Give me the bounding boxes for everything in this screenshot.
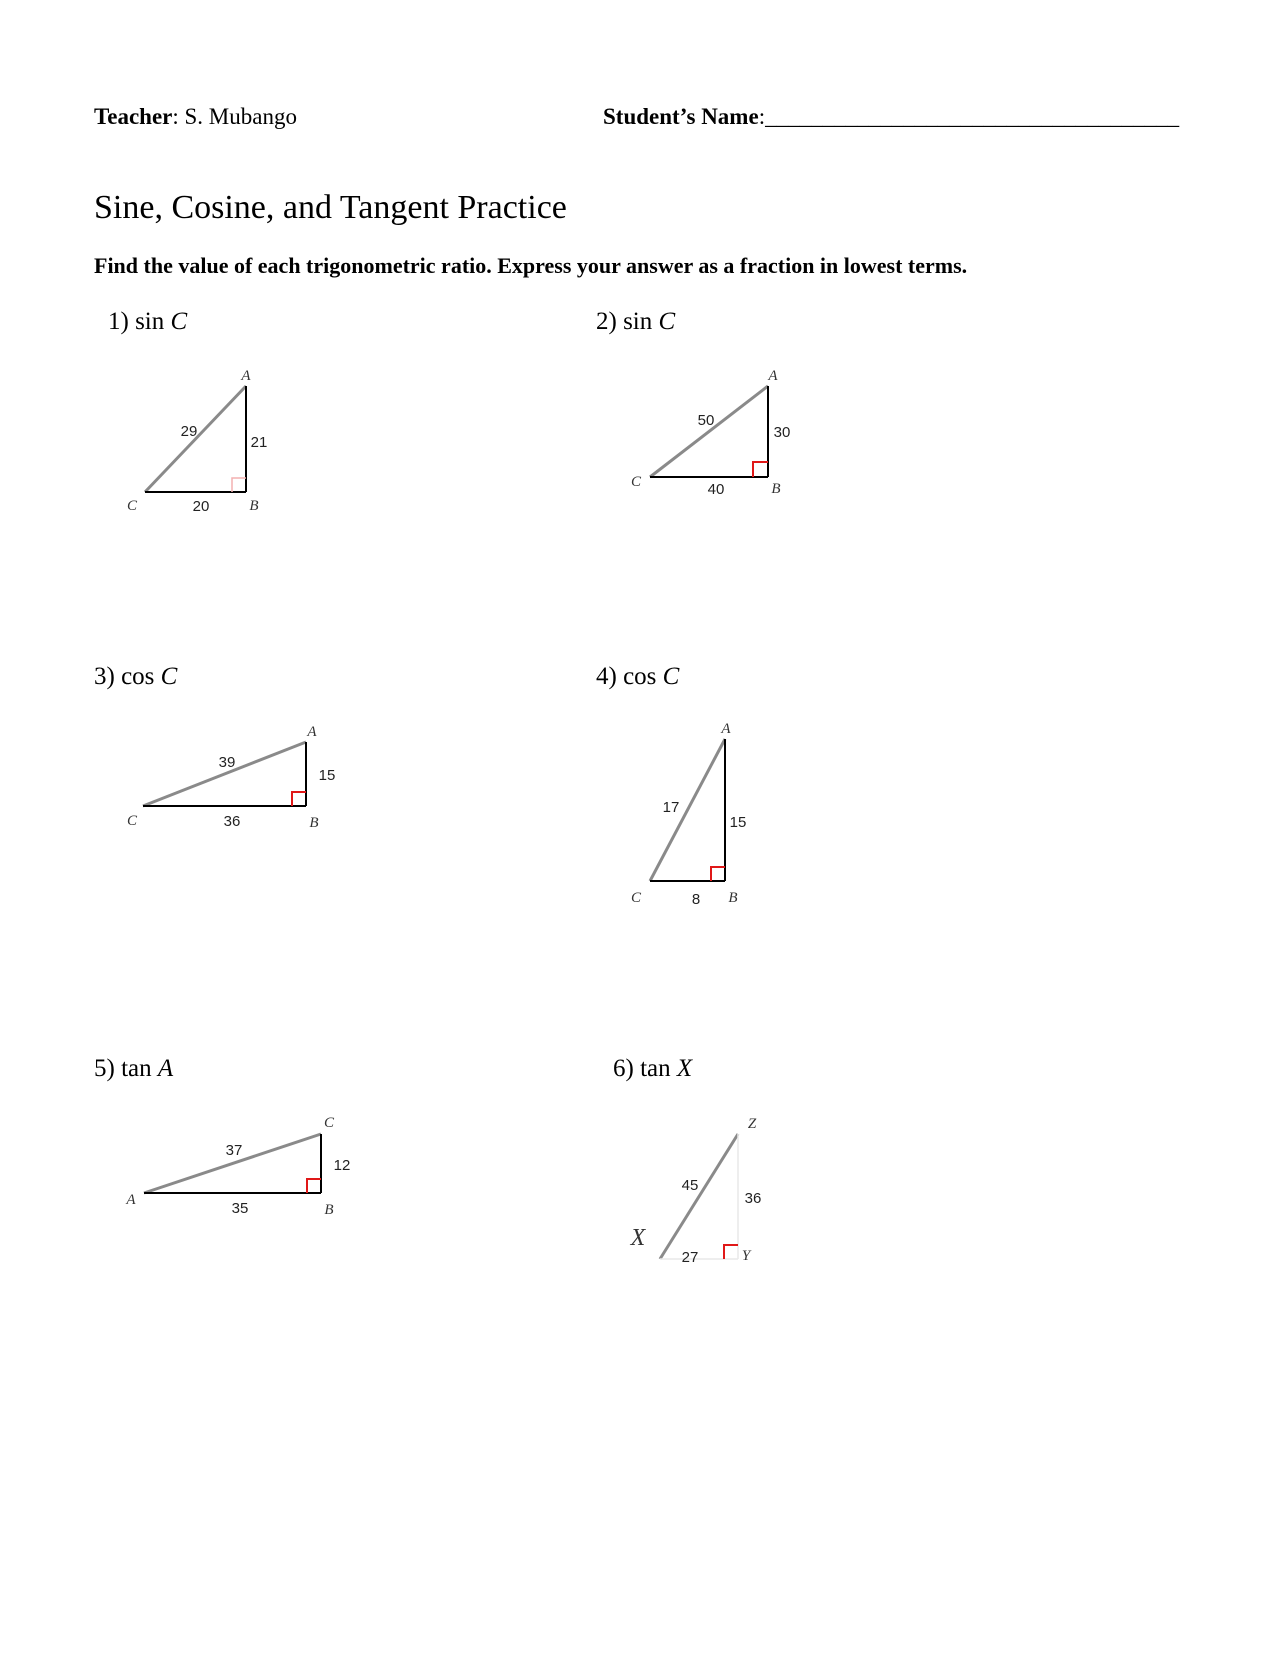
problem-var: C — [658, 308, 676, 335]
right-angle-marker — [292, 792, 306, 806]
problem-number: 5) — [94, 1055, 115, 1082]
teacher-label: Teacher — [94, 104, 173, 129]
problem-var: C — [160, 663, 178, 690]
problem-func: tan — [640, 1055, 671, 1082]
right-angle-marker — [724, 1245, 738, 1259]
side-label-horizontal: 8 — [691, 891, 701, 908]
problem-func: cos — [623, 663, 657, 690]
triangle-2 — [631, 368, 790, 498]
vertex-label-right: B — [728, 890, 738, 906]
problem-var: X — [676, 1055, 693, 1082]
student-name-blank[interactable]: :____________________________________ — [758, 104, 1180, 129]
side-label-hyp: 37 — [225, 1142, 243, 1159]
side-label-hyp: 50 — [697, 412, 715, 429]
vertex-label-acute: C — [126, 498, 138, 514]
side-label-hyp: 39 — [218, 754, 236, 771]
triangle-6 — [630, 1116, 762, 1266]
vertex-label-acute: X — [630, 1225, 646, 1251]
side-label-horizontal: 35 — [231, 1200, 249, 1217]
hypotenuse — [143, 742, 306, 806]
vertex-label-top: A — [241, 368, 251, 384]
problem-number: 3) — [94, 663, 115, 690]
problem-number: 4) — [596, 663, 617, 690]
problem-number: 1) — [108, 308, 129, 335]
vertex-label-right: Y — [741, 1248, 751, 1264]
problem-func: sin — [623, 308, 653, 335]
vertex-label-top: A — [768, 368, 778, 384]
right-angle-marker — [232, 478, 246, 492]
vertex-label-right: B — [249, 498, 259, 514]
side-label-hyp: 17 — [662, 799, 680, 816]
vertex-label-acute: A — [126, 1192, 136, 1208]
side-label-horizontal: 20 — [192, 498, 210, 515]
problem-func: cos — [121, 663, 155, 690]
side-label-vertical: 21 — [250, 434, 268, 451]
hypotenuse — [650, 386, 768, 477]
problem-number: 6) — [613, 1055, 634, 1082]
side-label-vertical: 30 — [773, 424, 791, 441]
side-label-vertical: 36 — [744, 1190, 762, 1207]
hypotenuse — [660, 1134, 738, 1259]
side-label-vertical: 12 — [333, 1157, 351, 1174]
side-label-horizontal: 40 — [707, 481, 725, 498]
triangle-3 — [127, 724, 335, 831]
side-label-vertical: 15 — [318, 767, 336, 784]
vertex-label-top: C — [323, 1115, 335, 1131]
right-angle-marker — [753, 462, 768, 477]
problem-var: A — [157, 1055, 174, 1082]
side-label-hyp: 29 — [180, 423, 198, 440]
vertex-label-right: B — [309, 815, 319, 831]
vertex-label-top: A — [721, 721, 731, 737]
vertex-label-right: B — [771, 481, 781, 497]
side-label-vertical: 15 — [729, 814, 747, 831]
vertex-label-acute: C — [630, 474, 642, 490]
triangle-4 — [631, 721, 746, 908]
side-label-horizontal: 27 — [681, 1249, 699, 1266]
problem-func: tan — [121, 1055, 152, 1082]
triangle-1 — [127, 368, 267, 515]
right-angle-marker — [711, 867, 725, 881]
page-title: Sine, Cosine, and Tangent Practice — [94, 189, 567, 226]
vertex-label-acute: C — [630, 890, 642, 906]
problem-var: C — [662, 663, 680, 690]
problem-number: 2) — [596, 308, 617, 335]
vertex-label-right: B — [324, 1202, 334, 1218]
student-name-label: Student’s Name — [603, 104, 759, 129]
instructions: Find the value of each trigonometric ratio. Express your answer as a fraction in lowest terms. — [94, 253, 968, 278]
right-angle-marker — [307, 1179, 321, 1193]
hypotenuse — [650, 739, 725, 881]
side-label-hyp: 45 — [681, 1177, 699, 1194]
teacher-name: : S. Mubango — [172, 104, 297, 129]
vertex-label-top: Z — [747, 1116, 757, 1132]
side-label-horizontal: 36 — [223, 813, 241, 830]
problem-func: sin — [135, 308, 165, 335]
vertex-label-top: A — [307, 724, 317, 740]
problem-var: C — [170, 308, 188, 335]
triangle-5 — [125, 1115, 350, 1218]
vertex-label-acute: C — [126, 813, 138, 829]
